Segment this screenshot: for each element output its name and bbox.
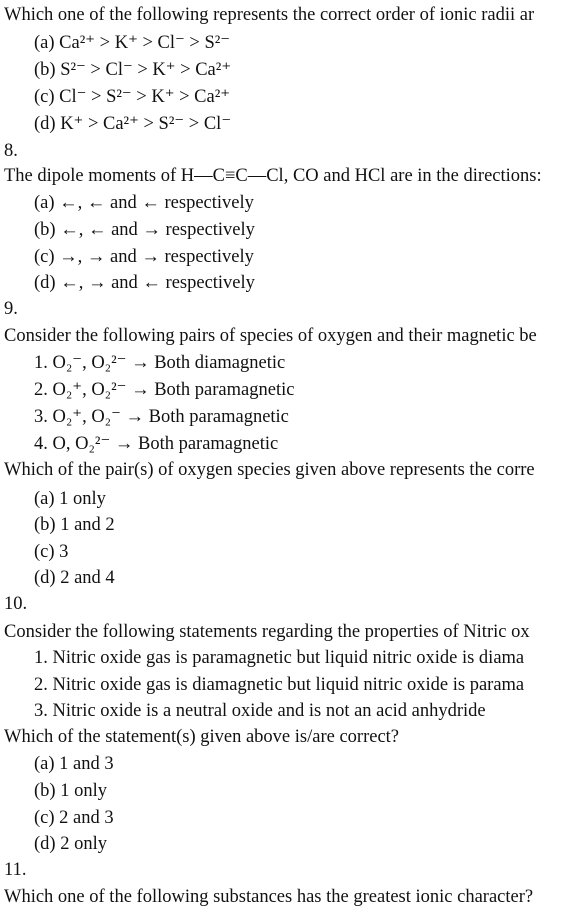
- q9-item-2: 2. O₂⁺, O₂²⁻ → Both paramagnetic: [34, 380, 295, 400]
- q10-number: 10.: [4, 594, 28, 614]
- q8-option-c: (c) →, → and → respectively: [34, 247, 254, 267]
- q10-stem: Consider the following statements regarding the properties of Nitric ox: [4, 622, 530, 642]
- q9-number: 9.: [4, 299, 18, 319]
- q10-item-2: 2. Nitric oxide gas is diamagnetic but liquid nitric oxide is parama: [34, 675, 525, 695]
- q9-stem: Consider the following pairs of species of oxygen and their magnetic be: [4, 326, 537, 346]
- q7-option-c: (c) Cl⁻ > S²⁻ > K⁺ > Ca²⁺: [34, 87, 231, 107]
- q7-option-d: (d) K⁺ > Ca²⁺ > S²⁻ > Cl⁻: [34, 114, 232, 134]
- q9-option-c: (c) 3: [34, 542, 69, 562]
- q8-number: 8.: [4, 141, 18, 161]
- q7-option-a: (a) Ca²⁺ > K⁺ > Cl⁻ > S²⁻: [34, 33, 231, 53]
- q9-option-d: (d) 2 and 4: [34, 568, 115, 588]
- q10-option-a: (a) 1 and 3: [34, 754, 114, 774]
- q11-number: 11.: [4, 860, 27, 880]
- q10-item-1: 1. Nitric oxide gas is paramagnetic but liquid nitric oxide is diama: [34, 648, 525, 668]
- q9-item-3: 3. O₂⁺, O₂⁻ → Both paramagnetic: [34, 407, 289, 427]
- q7-stem: Which one of the following represents the correct order of ionic radii ar: [4, 5, 535, 25]
- q10-option-d: (d) 2 only: [34, 834, 107, 854]
- q8-option-a: (a) ←, ← and ← respectively: [34, 193, 254, 213]
- q9-option-b: (b) 1 and 2: [34, 515, 115, 535]
- q9-item-4: 4. O, O₂²⁻ → Both paramagnetic: [34, 434, 279, 454]
- q8-option-b: (b) ←, ← and → respectively: [34, 220, 255, 240]
- q9-option-a: (a) 1 only: [34, 489, 106, 509]
- q8-option-d: (d) ←, → and ← respectively: [34, 273, 255, 293]
- q7-option-b: (b) S²⁻ > Cl⁻ > K⁺ > Ca²⁺: [34, 60, 232, 80]
- q9-question: Which of the pair(s) of oxygen species given above represents the corre: [4, 460, 535, 480]
- q9-item-1: 1. O₂⁻, O₂²⁻ → Both diamagnetic: [34, 353, 286, 373]
- q10-option-b: (b) 1 only: [34, 781, 107, 801]
- q10-option-c: (c) 2 and 3: [34, 808, 114, 828]
- q10-question: Which of the statement(s) given above is/are correct?: [4, 727, 400, 747]
- q10-item-3: 3. Nitric oxide is a neutral oxide and is not an acid anhydride: [34, 701, 486, 721]
- q8-stem: The dipole moments of H—C≡C—Cl, CO and HCl are in the directions:: [4, 166, 542, 186]
- q11-stem: Which one of the following substances has the greatest ionic character?: [4, 887, 534, 907]
